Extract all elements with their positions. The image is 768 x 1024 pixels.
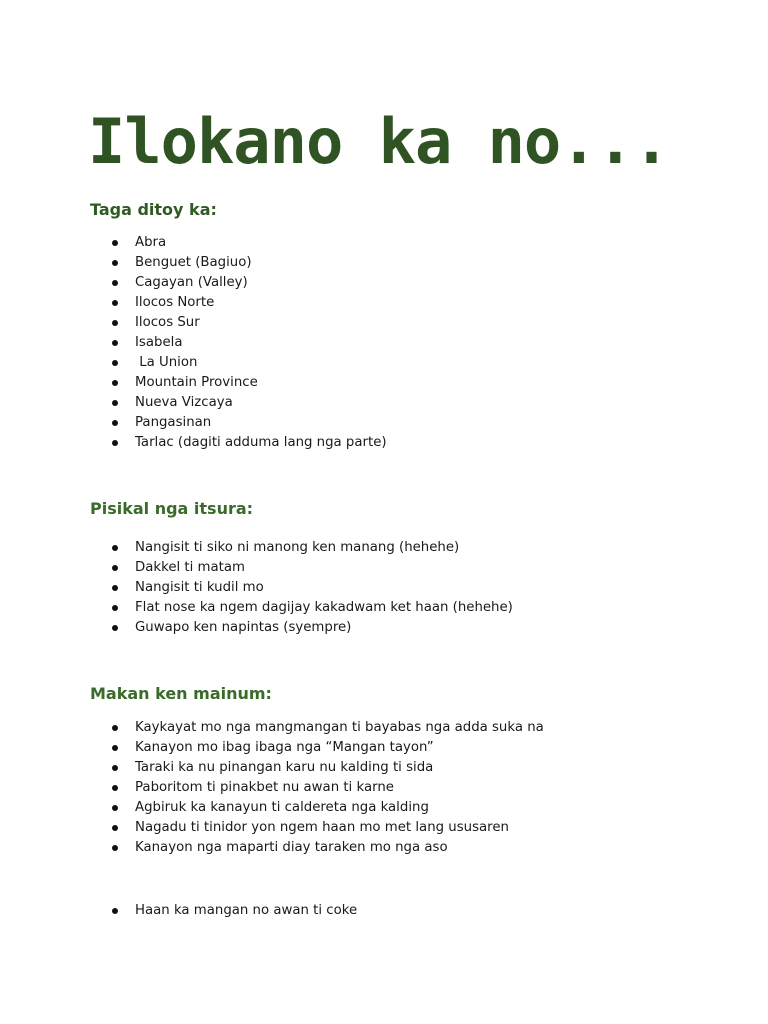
bullet-icon — [112, 908, 118, 914]
bullet-icon — [112, 440, 118, 446]
bullet-icon — [112, 585, 118, 591]
bullet-icon — [112, 545, 118, 551]
document-title: Ilokano ka no... — [88, 105, 670, 178]
bullet-icon — [112, 625, 118, 631]
bullet-icon — [112, 240, 118, 246]
section-heading-pisikal: Pisikal nga itsura: — [90, 499, 254, 518]
bullet-icon — [112, 745, 118, 751]
bullet-icon — [112, 380, 118, 386]
bullet-icon — [112, 300, 118, 306]
bullet-icon — [112, 845, 118, 851]
bullet-icon — [112, 785, 118, 791]
bullet-icon — [112, 340, 118, 346]
bullet-icon — [112, 825, 118, 831]
section-heading-taga-ditoy: Taga ditoy ka: — [90, 200, 217, 219]
bullet-icon — [112, 565, 118, 571]
bullet-icon — [112, 400, 118, 406]
bullet-icon — [112, 360, 118, 366]
bullet-icon — [112, 725, 118, 731]
document-page: Ilokano ka no... Taga ditoy ka: Abra Benguet (Bagiuo) Cagayan (Valley) Ilocos Norte Ilocos Sur Isabela La Union Mountain Province Nueva Vizcaya Pangasinan Tarlac (dagiti adduma lang nga parte) Pisikal nga itsura: Nangisit ti siko ni manong ken manang (hehehe) Dakkel ti matam Nangisit ti kudil mo Flat nose ka ngem dagijay kakadwam ket haan (hehehe) Guwapo ken napintas (syempre) Makan ken mainum: Kaykayat mo nga mangmangan ti bayabas nga adda suka na Kanayon mo ibag ibaga nga “Mangan tayon” Taraki ka nu pinangan karu nu kalding ti sida Paboritom ti pinakbet nu awan ti karne Agbiruk ka kanayun ti caldereta nga kalding Nagadu ti tinidor yon ngem haan mo met lang ususaren Kanayon nga maparti diay taraken mo nga aso Haan ka mangan no awan ti coke — [88, 105, 670, 918]
bullet-icon — [112, 260, 118, 266]
bullet-icon — [112, 765, 118, 771]
section-heading-makan: Makan ken mainum: — [90, 684, 272, 703]
bullet-icon — [112, 280, 118, 286]
bullet-icon — [112, 420, 118, 426]
bullet-icon — [112, 320, 118, 326]
bullet-icon — [112, 605, 118, 611]
bullet-icon — [112, 805, 118, 811]
